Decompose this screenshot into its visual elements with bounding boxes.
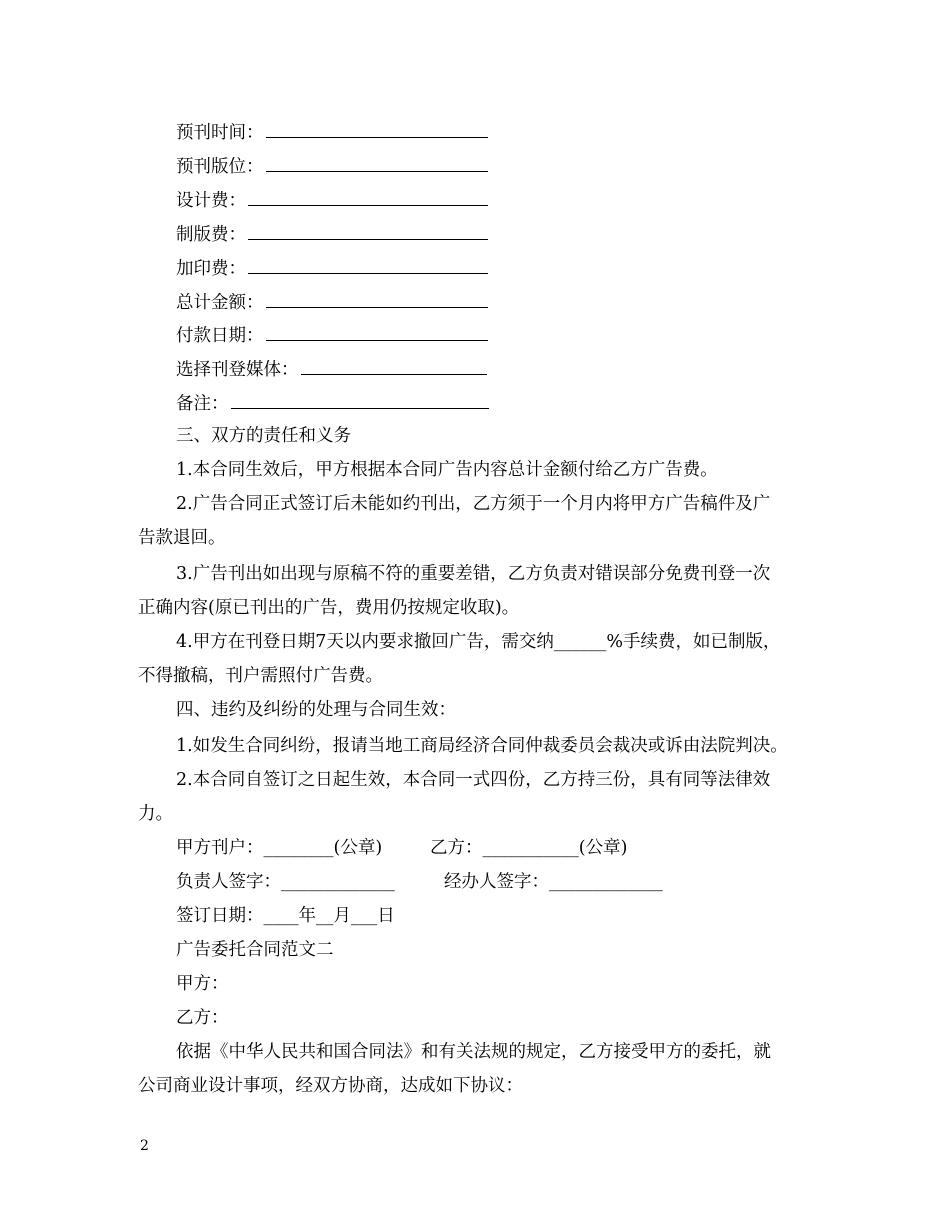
party-b-label: 乙方： bbox=[176, 1008, 229, 1028]
paragraph: 4.甲方在刊登日期7天以内要求撤回广告，需交纳______%手续费，如已制版， bbox=[176, 632, 781, 652]
field-label: 设计费： bbox=[176, 191, 246, 211]
paragraph-continuation: 力。 bbox=[138, 804, 173, 824]
blank-line bbox=[266, 323, 488, 341]
field-label: 加印费： bbox=[176, 259, 246, 279]
signing-date: 签订日期：____年__月___日 bbox=[176, 906, 395, 926]
paragraph-continuation: 不得撤稿，刊户需照付广告费。 bbox=[138, 666, 383, 686]
signature-row-parties bbox=[138, 837, 828, 859]
handler-signature: 经办人签字：_____________ bbox=[444, 872, 663, 892]
field-label: 预刊版位： bbox=[176, 157, 264, 177]
field-row-print-fee bbox=[138, 256, 828, 278]
section-heading: 三、双方的责任和义务 bbox=[176, 426, 351, 446]
field-row-position bbox=[138, 154, 828, 176]
paragraph-continuation: 告款退回。 bbox=[138, 528, 226, 548]
sample-title: 广告委托合同范文二 bbox=[176, 940, 334, 960]
field-label: 付款日期： bbox=[176, 326, 264, 346]
field-row-payment-date bbox=[138, 323, 828, 345]
blank-line bbox=[248, 256, 488, 274]
paragraph: 1.本合同生效后，甲方根据本合同广告内容总计金额付给乙方广告费。 bbox=[176, 460, 718, 480]
section-heading: 四、违约及纠纷的处理与合同生效： bbox=[176, 700, 456, 720]
field-label: 制版费： bbox=[176, 225, 246, 245]
blank-line bbox=[248, 188, 488, 206]
paragraph: 依据《中华人民共和国合同法》和有关法规的规定，乙方接受甲方的委托，就 bbox=[176, 1042, 771, 1062]
blank-line bbox=[248, 222, 488, 240]
paragraph: 2.广告合同正式签订后未能如约刊出，乙方须于一个月内将甲方广告稿件及广 bbox=[176, 494, 771, 514]
blank-line bbox=[266, 120, 488, 138]
party-a-signature: 甲方刊户：________(公章) bbox=[176, 838, 383, 858]
paragraph: 1.如发生合同纠纷，报请当地工商局经济合同仲裁委员会裁决或诉由法院判决。 bbox=[176, 736, 788, 756]
blank-line bbox=[301, 357, 487, 375]
party-a-label: 甲方： bbox=[176, 974, 229, 994]
field-row-plate-fee bbox=[138, 222, 828, 244]
blank-line bbox=[266, 154, 488, 172]
field-row-publish-time bbox=[138, 120, 828, 142]
paragraph: 2.本合同自签订之日起生效，本合同一式四份，乙方持三份，具有同等法律效 bbox=[176, 770, 771, 790]
page-number: 2 bbox=[140, 1138, 149, 1154]
blank-line bbox=[231, 391, 489, 409]
signature-row-persons bbox=[138, 871, 828, 893]
field-label: 备注： bbox=[176, 394, 229, 414]
field-label: 预刊时间： bbox=[176, 123, 264, 143]
field-row-design-fee bbox=[138, 188, 828, 210]
party-b-signature: 乙方：___________(公章) bbox=[430, 838, 628, 858]
field-row-remarks bbox=[138, 391, 828, 413]
paragraph: 3.广告刊出如出现与原稿不符的重要差错，乙方负责对错误部分免费刊登一次 bbox=[176, 564, 771, 584]
field-label: 选择刊登媒体： bbox=[176, 360, 299, 380]
field-row-total bbox=[138, 290, 828, 312]
field-label: 总计金额： bbox=[176, 293, 264, 313]
paragraph-continuation: 正确内容(原已刊出的广告，费用仍按规定收取)。 bbox=[138, 598, 520, 618]
responsible-signature: 负责人签字：_____________ bbox=[176, 872, 395, 892]
blank-line bbox=[266, 290, 488, 308]
paragraph-continuation: 公司商业设计事项，经双方协商，达成如下协议： bbox=[138, 1076, 523, 1096]
field-row-media bbox=[138, 357, 828, 379]
